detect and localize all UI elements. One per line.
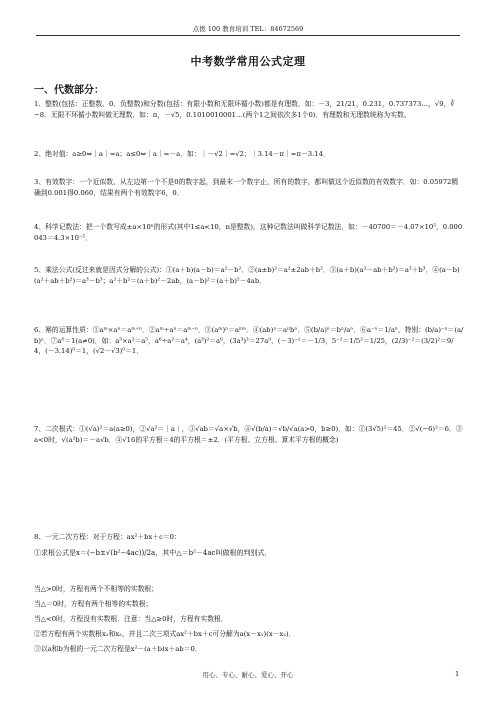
paragraph-2: 2、绝对值：a≥0⇔｜a｜=a；a≤0⇔｜a｜=－a．如：｜－√2｜=√2；｜3.14－π｜=π－3.14． [34, 150, 330, 158]
header-rule [36, 35, 460, 36]
section-heading: 一、代数部分： [34, 85, 104, 96]
line-4: ②若方程有两个实数根x₁和x₂，并且二次三项式ax²＋bx＋c可分解为a(x－x₁)(x－x₂)． [34, 630, 296, 638]
quadratic-formula: ①求根公式是x＝(−b±√(b²−4ac))/2a，其中△＝b²－4ac叫做根的判别式． [34, 549, 272, 557]
paragraph-4: 4、科学记数法：把一个数写成±a×10ⁿ的形式(其中1≤a<10，n是整数)，这种记数法叫做科学记数法．如：－40700＝－4.07×10⁵，0.000043＝4.3×10⁻⁵． [34, 223, 463, 242]
document-title: 中考数学常用公式定理 [190, 55, 306, 68]
paragraph-8: 8、一元二次方程：对于方程：ax²＋bx＋c＝0： [34, 533, 181, 541]
paragraph-1: 1、整数(包括：正整数、0、负整数)和分数(包括：有限小数和无限环循小数)都是有理数．如：－3，21/21，0.231，0.737373…，√9，∛−8．无限不环循小数叫做无理数．如：π，－√5，0.1010010001…(两个1之间依次多1个0)．有理数和无理数统称为实数。 [34, 100, 455, 119]
line-1: 当△>0时，方程有两个不相等的实数根； [34, 585, 158, 593]
paragraph-5: 5、乘法公式(反过来就是因式分解的公式)：①(a＋b)(a－b)＝a²－b²．②(a±b)²＝a²±2ab＋b²．③(a＋b)(a²－ab＋b²)＝a³＋b³．④(a－b)(a²＋ab＋b²)＝a³－b³；a²＋b²＝(a＋b)²－2ab，(a－b)²＝(a＋b)²－4ab． [34, 266, 460, 285]
paragraph-6: 6、幂的运算性质：①aᵐ×aⁿ＝aᵐ⁺ⁿ．②aᵐ÷aⁿ＝aᵐ⁻ⁿ．③(aᵐ)ⁿ＝aᵐⁿ．④(ab)ⁿ＝aⁿbⁿ．⑤(b/a)ⁿ＝bⁿ/aⁿ．⑥a⁻ⁿ＝1/aⁿ，特别：(b/a)⁻ⁿ＝(a/b)ⁿ．⑦a⁰＝1(a≠0)．如：a³×a²＝a⁵，a⁶÷a²＝a⁴，(a³)²＝a⁶，(3a³)³＝27a⁹，(－3)⁻¹＝－1/3，5⁻²＝1/5²＝1/25，(2/3)⁻²＝(3/2)²＝9/4，(－3.14)⁰＝1，(√2－√3)⁰＝1． [34, 326, 464, 356]
page-number: 1 [455, 670, 460, 678]
page-header: 点拨 100 教育培训 TEL：84672569 [192, 25, 304, 33]
paragraph-3: 3、有效数字：一个近似数，从左边第一个不是0的数字起，到最末一个数字止，所有的数字，都叫做这个近似数的有效数字．如：0.05972精确到0.001得0.060，结果有两个有效数字6，0． [34, 178, 459, 197]
line-2: 当△＝0时，方程有两个相等的实数根； [34, 600, 153, 608]
paragraph-7: 7、二次根式：①(√a)²＝a(a≥0)，②√a²＝｜a｜，③√ab＝√a×√b，④√(b/a)＝√b/√a(a>0，b≥0)．如：①(3√5)²＝45．②√(−6)²＝6．③a<0时，√(a²b)＝－a√b．④√16的平方根＝4的平方根＝±2．(平方根、立方根、算术平方根的概念) [34, 425, 463, 444]
line-3: 当△<0时，方程没有实数根．注意：当△≥0时，方程有实数根． [34, 615, 228, 623]
line-5: ③以a和b为根的一元二次方程是x²－(a＋b)x＋ab＝0． [34, 645, 202, 653]
page-footer: 用心、专心、耐心、爱心、开心 [202, 671, 294, 679]
